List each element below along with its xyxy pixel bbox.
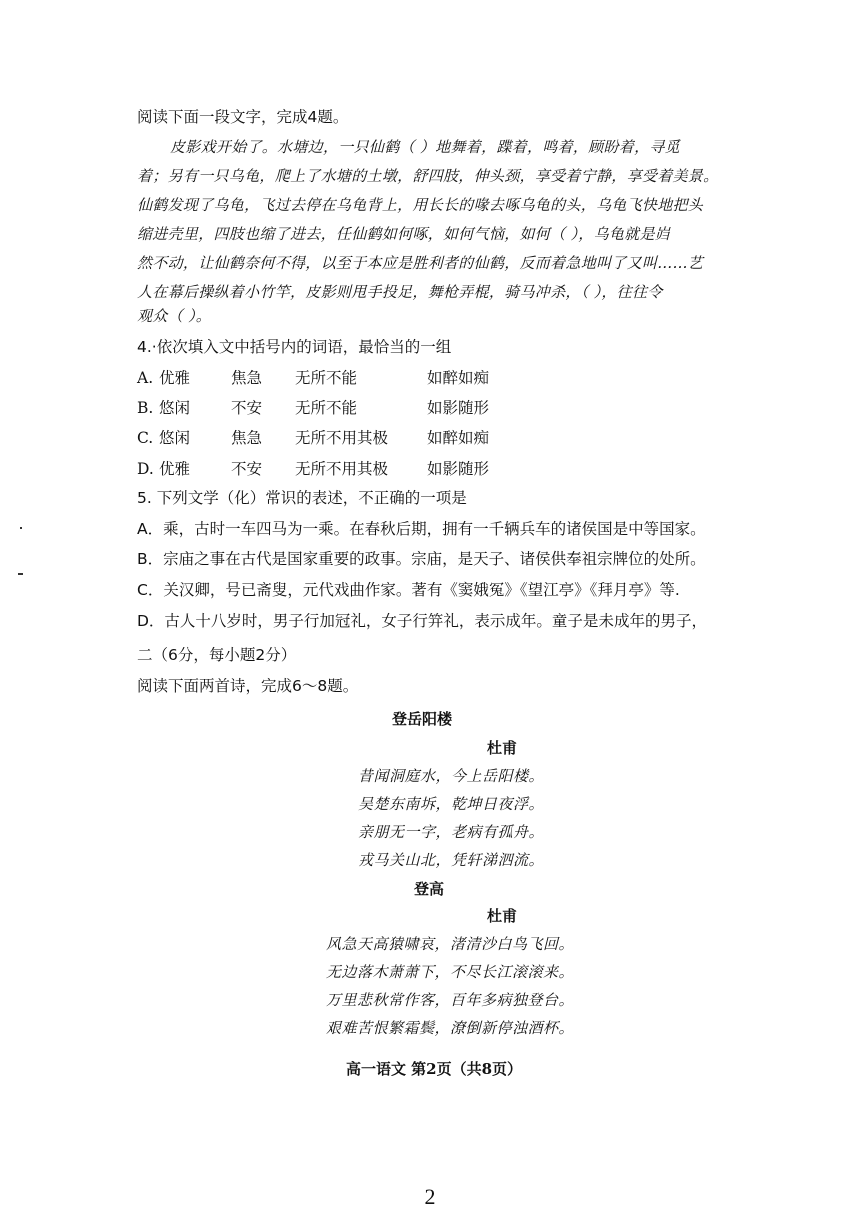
option-word: 无所不用其极 (295, 429, 389, 447)
option-label: C. (137, 429, 154, 447)
q4-stem: 4.·依次填入文中括号内的词语，最恰当的一组 (137, 338, 452, 356)
option-word: 如醉如痴 (427, 429, 490, 447)
option-label: A. (137, 369, 154, 387)
option-word: 如醉如痴 (427, 369, 490, 387)
option-word: 无所不能 (295, 399, 358, 417)
q5-option-d: D．古人十八岁时，男子行加冠礼，女子行笄礼，表示成年。童子是未成年的男子， (137, 612, 707, 630)
passage-line: 皮影戏开始了。水塘边，一只仙鹤（ ）地舞着，蹀着，鸣着，顾盼着，寻觅 (170, 138, 680, 156)
option-word: 悠闲 (159, 429, 191, 447)
poem1-author: 杜甫 (487, 739, 518, 757)
option-label: D. (137, 460, 154, 478)
poem2-author: 杜甫 (487, 907, 518, 925)
page-number: 2 (424, 1184, 436, 1209)
poem2-title: 登高 (413, 880, 444, 898)
poem1-line: 吴楚东南坼，乾坤日夜浮。 (358, 795, 545, 813)
option-word: 无所不能 (295, 369, 358, 387)
option-word: 悠闲 (159, 399, 191, 417)
page-footer: 高一语文 第2页（共8页） (345, 1060, 523, 1078)
section1-intro: 阅读下面一段文字，完成4题。 (137, 108, 349, 126)
option-word: 焦急 (231, 429, 263, 447)
poem1-line: 昔闻洞庭水，今上岳阳楼。 (358, 767, 545, 785)
option-word: 如影随形 (427, 399, 490, 417)
scan-mark (20, 527, 22, 529)
passage-line: 观众（ ）。 (137, 307, 212, 325)
option-word: 不安 (231, 399, 263, 417)
option-word: 无所不用其极 (295, 460, 389, 478)
option-word: 不安 (231, 460, 263, 478)
passage-line: 仙鹤发现了乌龟，飞过去停在乌龟背上，用长长的喙去啄乌龟的头，乌龟飞快地把头 (137, 196, 704, 214)
passage-line: 缩进壳里，四肢也缩了进去，任仙鹤如何啄，如何气恼，如何（ ），乌龟就是岿 (137, 225, 671, 243)
passage-line: 然不动，让仙鹤奈何不得，以至于本应是胜利者的仙鹤，反而着急地叫了又叫……艺 (137, 254, 704, 272)
poem2-line: 无边落木萧萧下，不尽长江滚滚来。 (326, 963, 575, 981)
poem1-title: 登岳阳楼 (391, 710, 452, 728)
q5-stem: 5. 下列文学（化）常识的表述，不正确的一项是 (137, 489, 467, 507)
poem2-line: 风急天高猿啸哀，渚清沙白鸟飞回。 (326, 935, 575, 953)
option-word: 优雅 (159, 460, 191, 478)
option-word: 焦急 (231, 369, 263, 387)
scan-mark (18, 573, 23, 575)
passage-line: 着；另有一只乌龟，爬上了水塘的土墩，舒四肢，伸头颈，享受着宁静，享受着美景。 (137, 167, 719, 185)
poem1-line: 戎马关山北，凭轩涕泗流。 (358, 851, 545, 869)
poem1-line: 亲朋无一字，老病有孤舟。 (358, 823, 545, 841)
q5-option-b: B．宗庙之事在古代是国家重要的政事。宗庙，是天子、诸侯供奉祖宗牌位的处所。 (137, 550, 706, 568)
section2-intro: 阅读下面两首诗，完成6～8题。 (137, 677, 359, 695)
option-label: B. (137, 399, 154, 417)
passage-line: 人在幕后操纵着小竹竿，皮影则甩手投足，舞枪弄棍，骑马冲杀，（ ），往往令 (137, 283, 663, 301)
q5-option-c: C．关汉卿，号已斋叟，元代戏曲作家。著有《窦娥冤》《望江亭》《拜月亭》等. (137, 581, 680, 599)
poem2-line: 艰难苦恨繁霜鬓，潦倒新停浊酒杯。 (326, 1019, 575, 1037)
section2-heading: 二（6分，每小题2分） (137, 646, 297, 664)
q5-option-a: A．乘，古时一车四马为一乘。在春秋后期，拥有一千辆兵车的诸侯国是中等国家。 (137, 520, 706, 538)
option-word: 如影随形 (427, 460, 490, 478)
poem2-line: 万里悲秋常作客，百年多病独登台。 (326, 991, 575, 1009)
option-word: 优雅 (159, 369, 191, 387)
